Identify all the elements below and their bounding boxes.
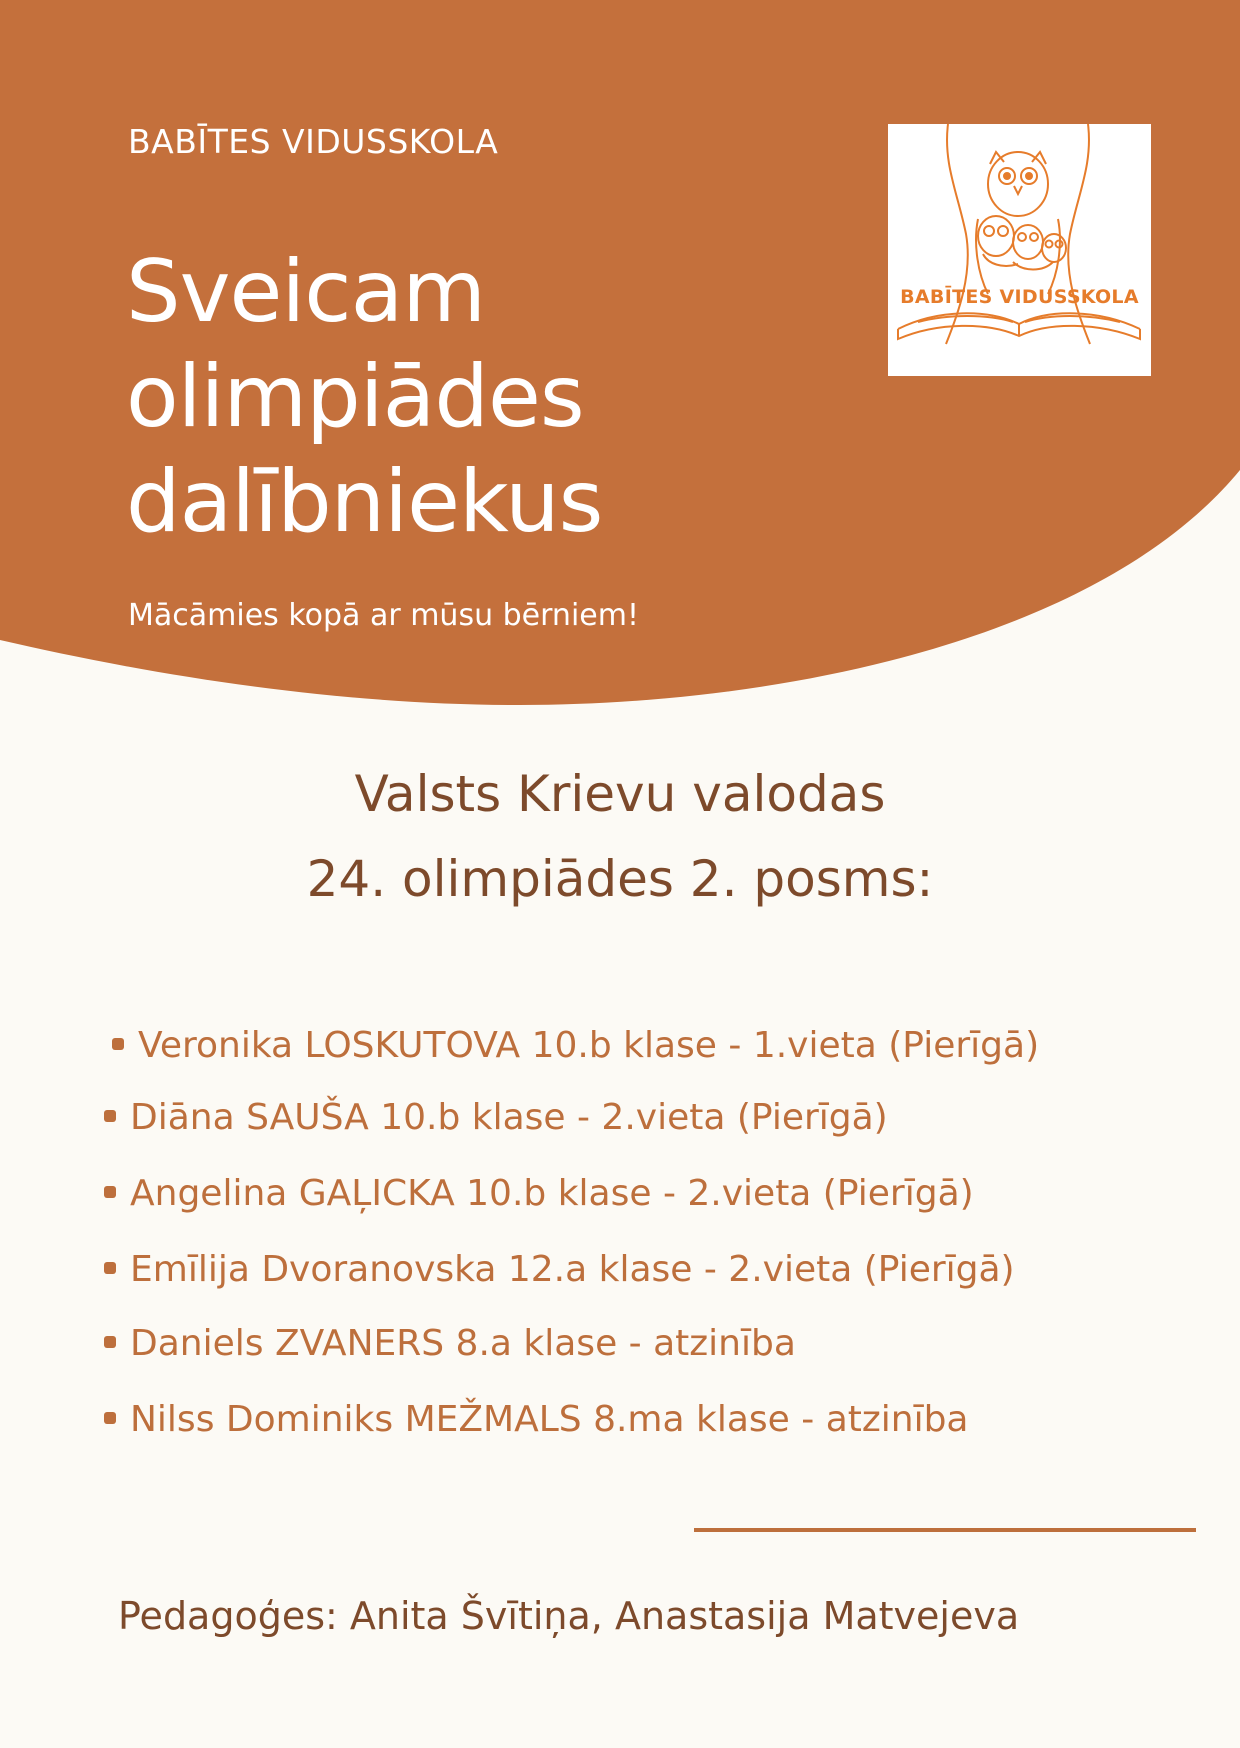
owls-on-book-icon [888,124,1151,376]
list-item [112,1025,1039,1066]
olympiad-heading [0,752,1240,922]
list-item [104,1173,974,1214]
bullet-icon [104,1336,116,1348]
page-title [126,240,826,555]
list-item [104,1399,969,1440]
bullet-icon [104,1262,116,1274]
bullet-icon [104,1110,116,1122]
tagline: Mācāmies kopā ar mūsu bērniem! [128,598,639,633]
list-item [104,1249,1015,1290]
bullet-icon [112,1038,124,1050]
list-item [104,1323,796,1364]
bullet-icon [104,1412,116,1424]
olympiad-heading-line: 24. olimpiādes 2. posms: [306,850,934,908]
title-line: dalībniekus [126,452,603,552]
result-text: Angelina GAĻICKA 10.b klase - 2.vieta (Pierīgā) [130,1173,974,1214]
bullet-icon [104,1186,116,1198]
title-line: Sveicam [126,242,486,342]
school-name-label: BABĪTES VIDUSSKOLA [128,122,499,161]
teachers-credit: Pedagoģes: Anita Švītiņa, Anastasija Matvejeva [118,1594,1020,1638]
result-text: Diāna SAUŠA 10.b klase - 2.vieta (Pierīgā) [130,1097,888,1138]
result-text: Emīlija Dvoranovska 12.a klase - 2.vieta (Pierīgā) [130,1249,1015,1290]
olympiad-heading-line: Valsts Krievu valodas [354,765,886,823]
result-text: Daniels ZVANERS 8.a klase - atzinība [130,1323,796,1364]
result-text: Nilss Dominiks MEŽMALS 8.ma klase - atzinība [130,1399,969,1440]
result-text: Veronika LOSKUTOVA 10.b klase - 1.vieta (Pierīgā) [138,1025,1040,1066]
list-item [104,1097,888,1138]
school-logo [888,124,1151,376]
divider [694,1528,1196,1532]
title-line: olimpiādes [126,347,584,447]
logo-text: BABĪTES VIDUSSKOLA [900,286,1139,308]
